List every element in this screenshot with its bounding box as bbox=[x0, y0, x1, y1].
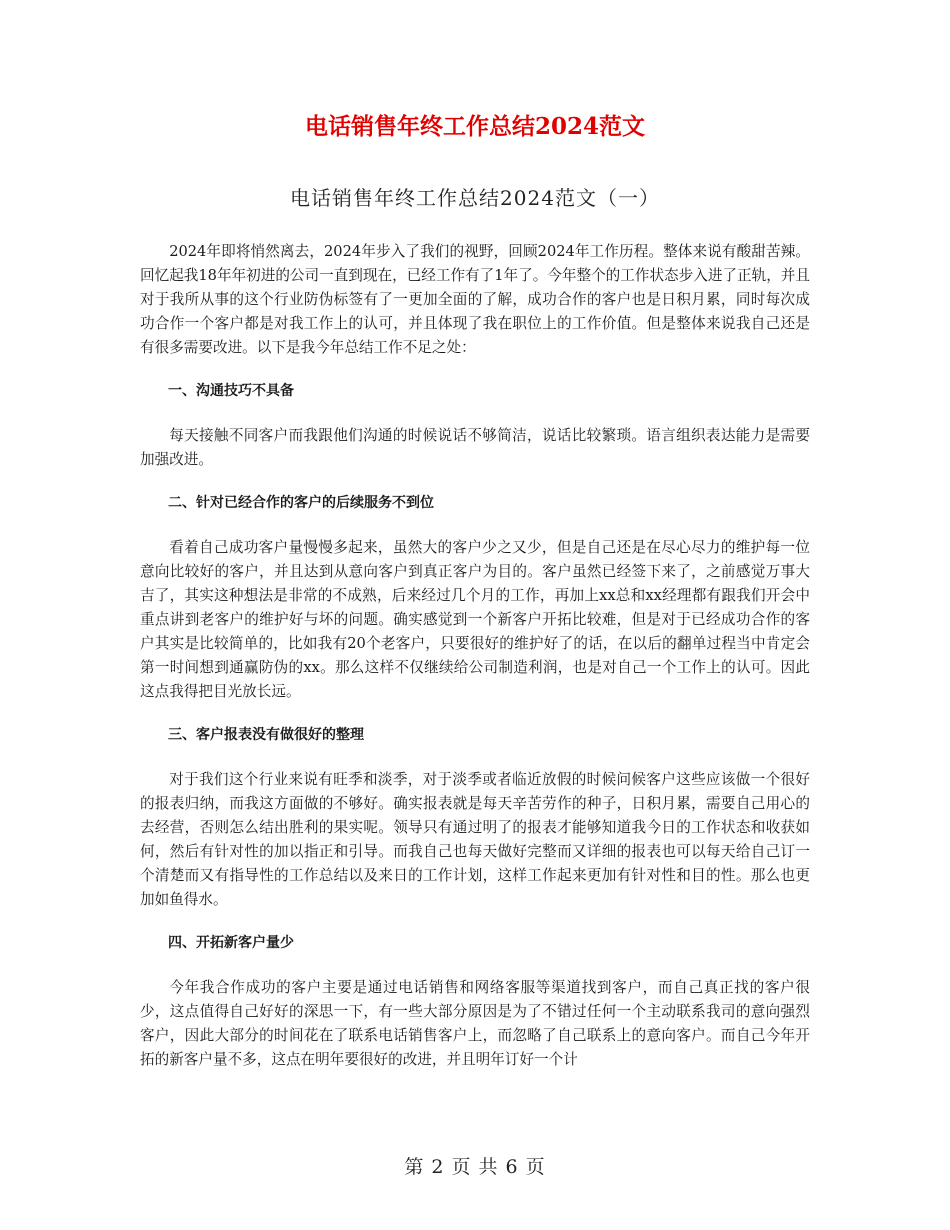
section-body-1: 每天接触不同客户而我跟他们沟通的时候说话不够简洁，说话比较繁琐。语言组织表达能力是需要加强改进。 bbox=[140, 427, 810, 468]
intro-paragraph: 2024年即将悄然离去，2024年步入了我们的视野，回顾2024年工作历程。整体来说有酸甜苦辣。回忆起我18年年初进的公司一直到现在，已经工作有了1年了。今年整个的工作状态步入进了正轨，并且对于我所从事的这个行业防伪标签有了一更加全面的了解，成功合作的客户也是日积月累，同时每次成功合作一个客户都是对我工作上的认可，并且体现了我在职位上的工作价值。但是整体来说我自己还是有很多需要改进。以下是我今年总结工作不足之处： bbox=[140, 243, 810, 356]
section-body-4: 今年我合作成功的客户主要是通过电话销售和网络客服等渠道找到客户，而自己真正找的客户很少，这点值得自己好好的深思一下，有一些大部分原因是为了不错过任何一个主动联系我司的意向强烈客户，因此大部分的时间花在了联系电话销售客户上，而忽略了自己联系上的意向客户。而自己今年开拓的新客户量不多，这点在明年要很好的改进，并且明年订好一个计 bbox=[140, 979, 810, 1068]
page-number-footer: 第 2 页 共 6 页 bbox=[404, 1156, 546, 1178]
section-body-2: 看着自己成功客户量慢慢多起来，虽然大的客户少之又少，但是自己还是在尽心尽力的维护每一位意向比较好的客户，并且达到从意向客户到真正客户为目的。客户虽然已经签下来了，之前感觉万事大吉了，其实这种想法是非常的不成熟，后来经过几个月的工作，再加上xx总和xx经理都有跟我们开会中重点讲到老客户的维护好与坏的问题。确实感觉到一个新客户开拓比较难，但是对于已经成功合作的客户其实是比较简单的，比如我有20个老客户，只要很好的维护好了的话，在以后的翻单过程当中肯定会第一时间想到通赢防伪的xx。那么这样不仅继续给公司制造利润，也是对自己一个工作上的认可。因此这点我得把目光放长远。 bbox=[140, 539, 810, 700]
document-body bbox=[140, 240, 810, 1072]
section-heading-2: 二、针对已经合作的客户的后续服务不到位 bbox=[168, 495, 434, 511]
section-body-3: 对于我们这个行业来说有旺季和淡季，对于淡季或者临近放假的时候问候客户这些应该做一个很好的报表归纳，而我这方面做的不够好。确实报表就是每天辛苦劳作的种子，日积月累，需要自己用心的去经营，否则怎么结出胜利的果实呢。领导只有通过明了的报表才能够知道我今日的工作状态和收获如何，然后有针对性的加以指正和引导。而我自己也每天做好完整而又详细的报表也可以每天给自己订一个清楚而又有指导性的工作总结以及来日的工作计划，这样工作起来更加有针对性和目的性。那么也更加如鱼得水。 bbox=[140, 771, 810, 908]
document-title: 电话销售年终工作总结2024范文 bbox=[304, 113, 645, 140]
document-subtitle: 电话销售年终工作总结2024范文（一） bbox=[290, 186, 660, 210]
section-heading-4: 四、开拓新客户量少 bbox=[168, 935, 294, 951]
section-heading-1: 一、沟通技巧不具备 bbox=[168, 383, 294, 399]
section-heading-3: 三、客户报表没有做很好的整理 bbox=[168, 727, 364, 743]
